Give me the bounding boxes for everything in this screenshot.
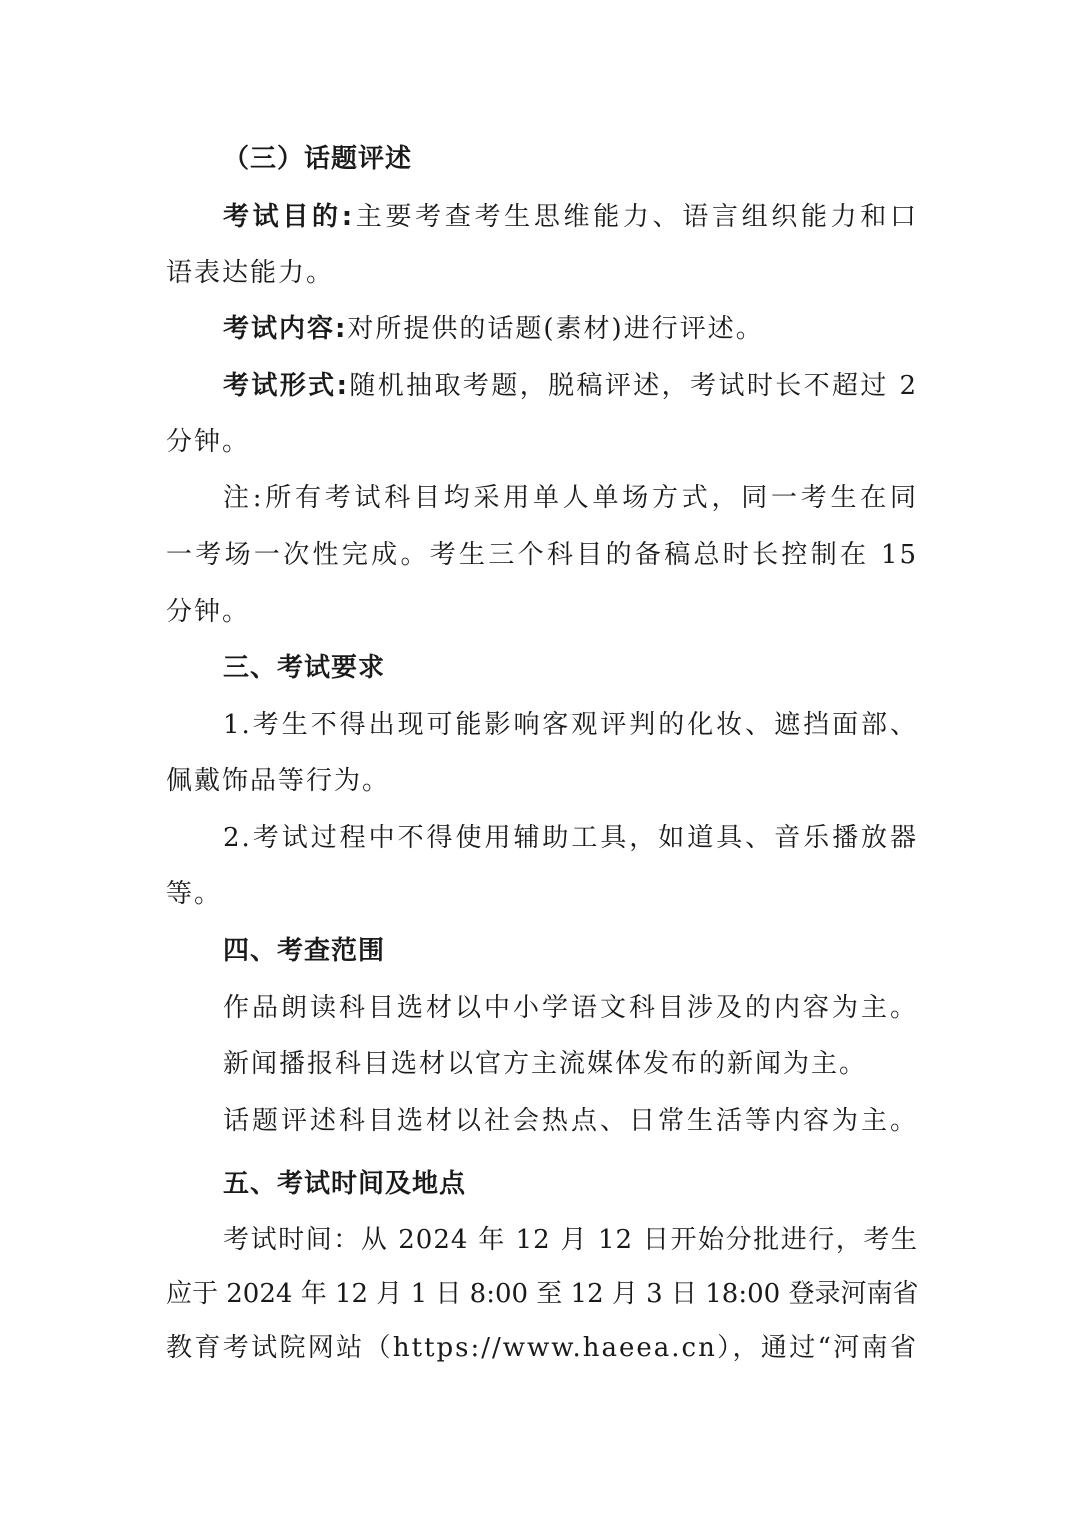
scope-heading: 四、考查范围 bbox=[223, 936, 386, 966]
time-place-line-1: 考试时间：从 2024 年 12 月 12 日开始分批进行，考生 bbox=[223, 1225, 918, 1255]
content-text: 对所提供的话题(素材)进行评述。 bbox=[347, 314, 764, 344]
requirement-1-line-1: 1.考生不得出现可能影响客观评判的化妆、遮挡面部、 bbox=[223, 710, 918, 740]
requirement-2-line-1: 2.考试过程中不得使用辅助工具，如道具、音乐播放器 bbox=[223, 823, 918, 853]
format-line-2: 分钟。 bbox=[166, 427, 251, 457]
requirement-1-line-2: 佩戴饰品等行为。 bbox=[166, 766, 391, 796]
scope-line-3: 话题评述科目选材以社会热点、日常生活等内容为主。 bbox=[223, 1106, 918, 1136]
content-label: 考试内容: bbox=[223, 314, 348, 344]
scope-line-1: 作品朗读科目选材以中小学语文科目涉及的内容为主。 bbox=[223, 993, 918, 1023]
format-label: 考试形式: bbox=[223, 371, 349, 401]
format-text: 随机抽取考题，脱稿评述，考试时长不超过 2 bbox=[348, 371, 918, 401]
note-line-2: 一考场一次性完成。考生三个科目的备稿总时长控制在 15 bbox=[166, 540, 918, 570]
purpose-paragraph bbox=[223, 189, 918, 245]
requirement-2-line-2: 等。 bbox=[166, 879, 223, 909]
note-line-3: 分钟。 bbox=[166, 597, 251, 627]
scope-line-2: 新闻播报科目选材以官方主流媒体发布的新闻为主。 bbox=[223, 1049, 868, 1079]
time-place-line-2: 应于 2024 年 12 月 1 日 8:00 至 12 月 3 日 18:00 登录河南省 bbox=[166, 1279, 919, 1309]
topic-review-heading: （三）话题评述 bbox=[223, 144, 413, 174]
note-line-1: 注:所有考试科目均采用单人单场方式，同一考生在同 bbox=[223, 483, 918, 513]
requirements-heading: 三、考试要求 bbox=[223, 653, 386, 683]
purpose-line-2: 语表达能力。 bbox=[166, 258, 335, 288]
time-place-heading: 五、考试时间及地点 bbox=[223, 1169, 467, 1199]
format-paragraph bbox=[223, 358, 918, 414]
purpose-text: 主要考查考生思维能力、语言组织能力和口 bbox=[354, 202, 918, 232]
purpose-label: 考试目的: bbox=[223, 202, 355, 232]
content-paragraph bbox=[223, 301, 918, 357]
time-place-line-3: 教育考试院网站（https://www.haeea.cn），通过“河南省 bbox=[166, 1333, 918, 1363]
